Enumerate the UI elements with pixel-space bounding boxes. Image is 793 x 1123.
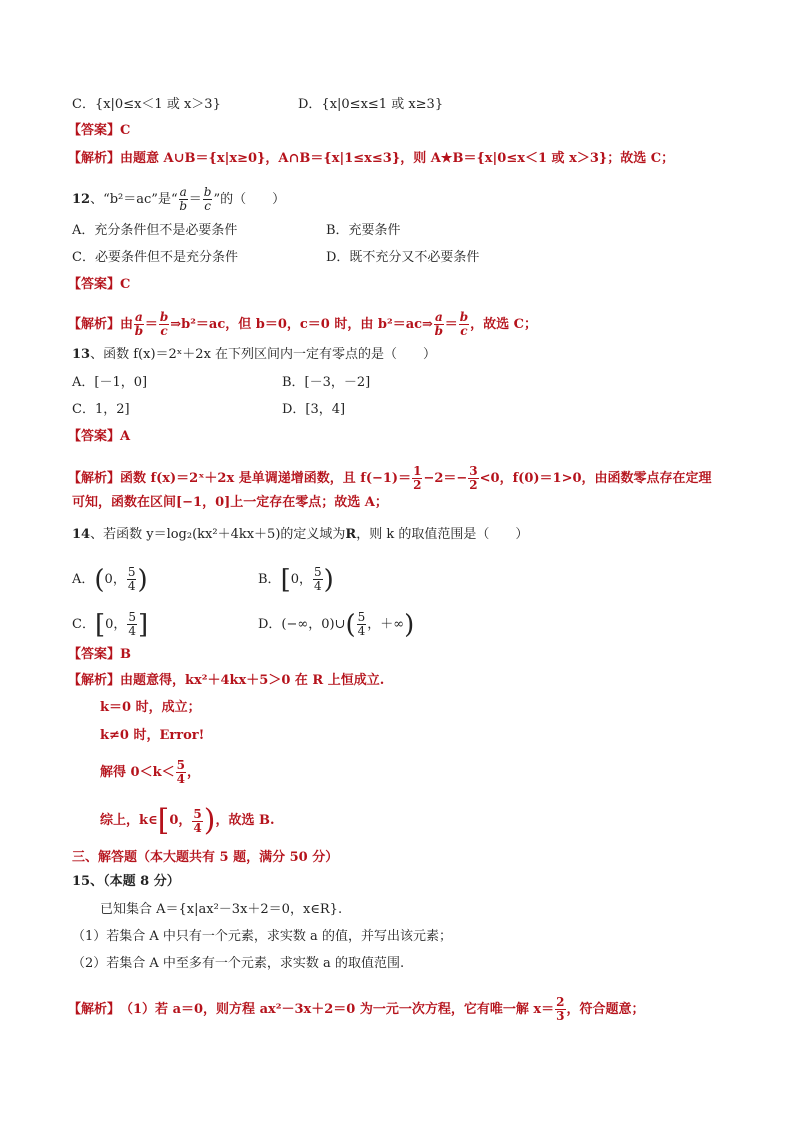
analysis-text: 解得 0＜k＜ xyxy=(100,764,175,780)
denominator: 2 xyxy=(413,478,422,492)
option-text: C．必要条件但不是充分条件 xyxy=(72,250,238,265)
q15-given xyxy=(100,901,342,919)
analysis-text: ⇒b²＝ac，但 b＝0，c＝0 时，由 b²＝ac⇒ xyxy=(170,316,433,332)
q13-option-a xyxy=(72,374,147,392)
q14-stem xyxy=(72,526,528,544)
option-text: B．充要条件 xyxy=(326,223,401,238)
denominator: 4 xyxy=(176,772,185,786)
question-points: 、（本题 8 分） xyxy=(90,874,180,889)
fraction xyxy=(357,611,367,638)
q14-option-d xyxy=(258,611,414,638)
numerator: 5 xyxy=(176,758,185,772)
numerator: a xyxy=(135,310,143,324)
q11-analysis xyxy=(68,150,674,168)
q12-option-a xyxy=(72,222,237,240)
fraction xyxy=(468,465,478,492)
denominator: b xyxy=(434,324,444,338)
equals: ＝ xyxy=(188,191,202,207)
question-number: 14 xyxy=(72,527,91,542)
section-heading xyxy=(72,849,338,867)
denominator: 4 xyxy=(314,579,322,593)
analysis-text: 综上，k∈ xyxy=(100,813,158,828)
equals: ＝ xyxy=(144,316,158,332)
analysis-text: 0， xyxy=(169,813,192,828)
numerator: 2 xyxy=(556,995,565,1009)
question-number: 15 xyxy=(72,874,91,889)
analysis-text: 由 xyxy=(120,316,134,332)
stem-text: （2）若集合 A 中至多有一个元素，求实数 a 的取值范围. xyxy=(72,956,405,971)
fraction xyxy=(203,186,213,213)
answer-value: C xyxy=(120,277,131,292)
q13-option-b xyxy=(282,374,370,392)
denominator: 4 xyxy=(128,624,137,638)
analysis-text: −2＝− xyxy=(423,470,468,486)
analysis-text: 函数 f(x)＝2ˣ＋2x 是单调递增函数，且 f(−1)＝ xyxy=(120,470,412,486)
fraction xyxy=(313,566,323,593)
q14-analysis xyxy=(68,672,384,690)
bracket: ( xyxy=(345,609,356,640)
q15-header xyxy=(72,873,180,891)
option-text: B．[－3，－2] xyxy=(282,375,371,390)
q14-analysis-line5 xyxy=(100,803,275,838)
fraction xyxy=(459,311,469,338)
q14-analysis-line2 xyxy=(100,699,201,717)
fraction xyxy=(159,311,169,338)
bracket: [ xyxy=(94,609,106,640)
analysis-text: ，故选 B. xyxy=(215,813,275,828)
q14-option-c xyxy=(72,611,148,638)
analysis-text: 由题意得，kx²＋4kx＋5＞0 在 R 上恒成立. xyxy=(120,673,385,688)
bracket: [ xyxy=(157,803,170,838)
stem-text: 已知集合 A＝{x|ax²－3x＋2＝0，x∈R}. xyxy=(100,902,343,917)
numerator: b xyxy=(159,310,169,324)
fraction xyxy=(127,611,137,638)
fraction xyxy=(555,996,565,1023)
analysis-text: k＝0 时，成立； xyxy=(100,700,201,715)
analysis-label: 【解析】 xyxy=(68,470,121,486)
fraction xyxy=(412,465,422,492)
analysis-label: 【解析】 xyxy=(68,1001,121,1017)
option-text: D．既不充分又不必要条件 xyxy=(326,250,480,265)
q12-option-b xyxy=(326,222,401,240)
q12-analysis xyxy=(68,311,537,338)
numerator: b xyxy=(459,310,469,324)
section-title: 三、解答题（本大题共有 5 题，满分 50 分） xyxy=(72,850,339,865)
numerator: 5 xyxy=(128,610,137,624)
answer-value: C xyxy=(120,123,131,138)
q14-answer xyxy=(68,646,131,664)
q15-analysis xyxy=(68,996,645,1023)
fraction xyxy=(127,566,137,593)
option-text: ，＋∞ xyxy=(367,616,405,632)
denominator: 4 xyxy=(357,624,366,638)
q14-option-b xyxy=(258,566,334,593)
stem-text: 、“b²＝ac”是“ xyxy=(90,191,178,207)
bracket: ) xyxy=(203,803,216,838)
analysis-text: ，故选 C； xyxy=(470,316,537,332)
denominator: 4 xyxy=(127,579,136,593)
numerator: a xyxy=(434,310,443,324)
analysis-text: （1）若 a＝0，则方程 ax²－3x＋2＝0 为一元一次方程，它有唯一解 x＝ xyxy=(120,1001,555,1017)
reals-symbol: R xyxy=(345,527,357,542)
bracket: ) xyxy=(137,564,148,595)
option-text: A．[－1，0] xyxy=(72,375,148,390)
fraction xyxy=(434,311,444,338)
option-text: C．1，2] xyxy=(72,402,130,417)
option-label: A． xyxy=(72,571,95,587)
q14-analysis-line4 xyxy=(100,759,200,786)
bracket: ( xyxy=(94,564,105,595)
option-text: D．{x|0≤x≤1 或 x≥3} xyxy=(298,97,444,112)
bracket: ) xyxy=(404,609,415,640)
stem-text: ”的（ ） xyxy=(213,191,286,207)
q15-part1 xyxy=(72,928,452,946)
option-text: A．充分条件但不是必要条件 xyxy=(72,223,238,238)
q14-option-a xyxy=(72,566,148,593)
option-label: B． xyxy=(258,571,281,587)
q11-option-d xyxy=(298,96,443,114)
denominator: c xyxy=(160,324,168,338)
denominator: b xyxy=(179,199,188,213)
analysis-text: 可知，函数在区间[−1，0]上一定存在零点；故选 A； xyxy=(72,495,388,510)
stem-text: 、若函数 y＝log₂(kx²＋4kx＋5)的定义域为 xyxy=(90,527,346,542)
analysis-text: ， xyxy=(186,764,200,780)
analysis-text: 由题意 A∪B＝{x|x≥0}，A∩B＝{x|1≤x≤3}，则 A★B＝{x|0≤x＜1 或 x＞3}；故选 C； xyxy=(120,151,675,166)
option-label: D．(−∞，0)∪ xyxy=(258,616,346,632)
q12-option-d xyxy=(326,249,479,267)
q12-answer xyxy=(68,276,130,294)
bracket: [ xyxy=(280,564,291,595)
denominator: 4 xyxy=(193,820,202,835)
stem-text: （1）若集合 A 中只有一个元素，求实数 a 的值，并写出该元素； xyxy=(72,929,452,944)
question-number: 13 xyxy=(72,347,91,362)
analysis-text: ，符合题意； xyxy=(566,1001,645,1017)
answer-label: 【答案】 xyxy=(68,123,121,138)
q13-stem xyxy=(72,346,436,364)
numerator: 1 xyxy=(413,464,422,478)
answer-label: 【答案】 xyxy=(68,429,121,444)
analysis-label: 【解析】 xyxy=(68,316,121,332)
answer-label: 【答案】 xyxy=(68,647,121,662)
bracket: ) xyxy=(323,564,334,595)
answer-value: A xyxy=(120,429,131,444)
option-text: C．{x|0≤x＜1 或 x＞3} xyxy=(72,97,221,112)
q14-analysis-line3 xyxy=(100,727,204,745)
numerator: 5 xyxy=(193,806,202,821)
q13-analysis-line2 xyxy=(72,494,388,512)
option-text: 0， xyxy=(104,571,126,587)
stem-text: 、函数 f(x)＝2ˣ＋2x 在下列区间内一定有零点的是（ ） xyxy=(90,347,437,362)
answer-label: 【答案】 xyxy=(68,277,121,292)
option-text: D．[3，4] xyxy=(282,402,346,417)
q11-option-c xyxy=(72,96,221,114)
numerator: 3 xyxy=(469,464,478,478)
numerator: 5 xyxy=(127,565,136,579)
numerator: 5 xyxy=(314,565,322,579)
fraction xyxy=(134,311,144,338)
question-number: 12 xyxy=(72,191,91,207)
bracket: ] xyxy=(138,609,149,640)
q12-option-c xyxy=(72,249,238,267)
option-label: C． xyxy=(72,616,95,632)
denominator: 3 xyxy=(556,1009,565,1023)
q13-option-d xyxy=(282,401,345,419)
numerator: a xyxy=(179,185,187,199)
denominator: 2 xyxy=(469,478,478,492)
fraction xyxy=(179,186,188,213)
stem-text: ，则 k 的取值范围是（ ） xyxy=(356,527,529,542)
numerator: b xyxy=(203,185,212,199)
q11-answer xyxy=(68,122,130,140)
q13-option-c xyxy=(72,401,130,419)
analysis-text: k≠0 时，Error! xyxy=(100,728,205,743)
fraction xyxy=(176,759,186,786)
denominator: b xyxy=(134,324,144,338)
option-text: 0， xyxy=(105,616,127,632)
analysis-label: 【解析】 xyxy=(68,673,121,688)
analysis-label: 【解析】 xyxy=(68,151,121,166)
option-text: 0， xyxy=(290,571,312,587)
numerator: 5 xyxy=(357,610,366,624)
denominator: c xyxy=(460,324,468,338)
q15-part2 xyxy=(72,955,404,973)
q13-answer xyxy=(68,428,130,446)
denominator: c xyxy=(204,199,211,213)
equals: ＝ xyxy=(444,316,458,332)
answer-value: B xyxy=(120,647,132,662)
fraction xyxy=(192,808,202,835)
q12-stem xyxy=(72,186,285,213)
analysis-text: <0，f(0)＝1>0，由函数零点存在定理 xyxy=(479,470,712,486)
q13-analysis xyxy=(68,465,712,492)
